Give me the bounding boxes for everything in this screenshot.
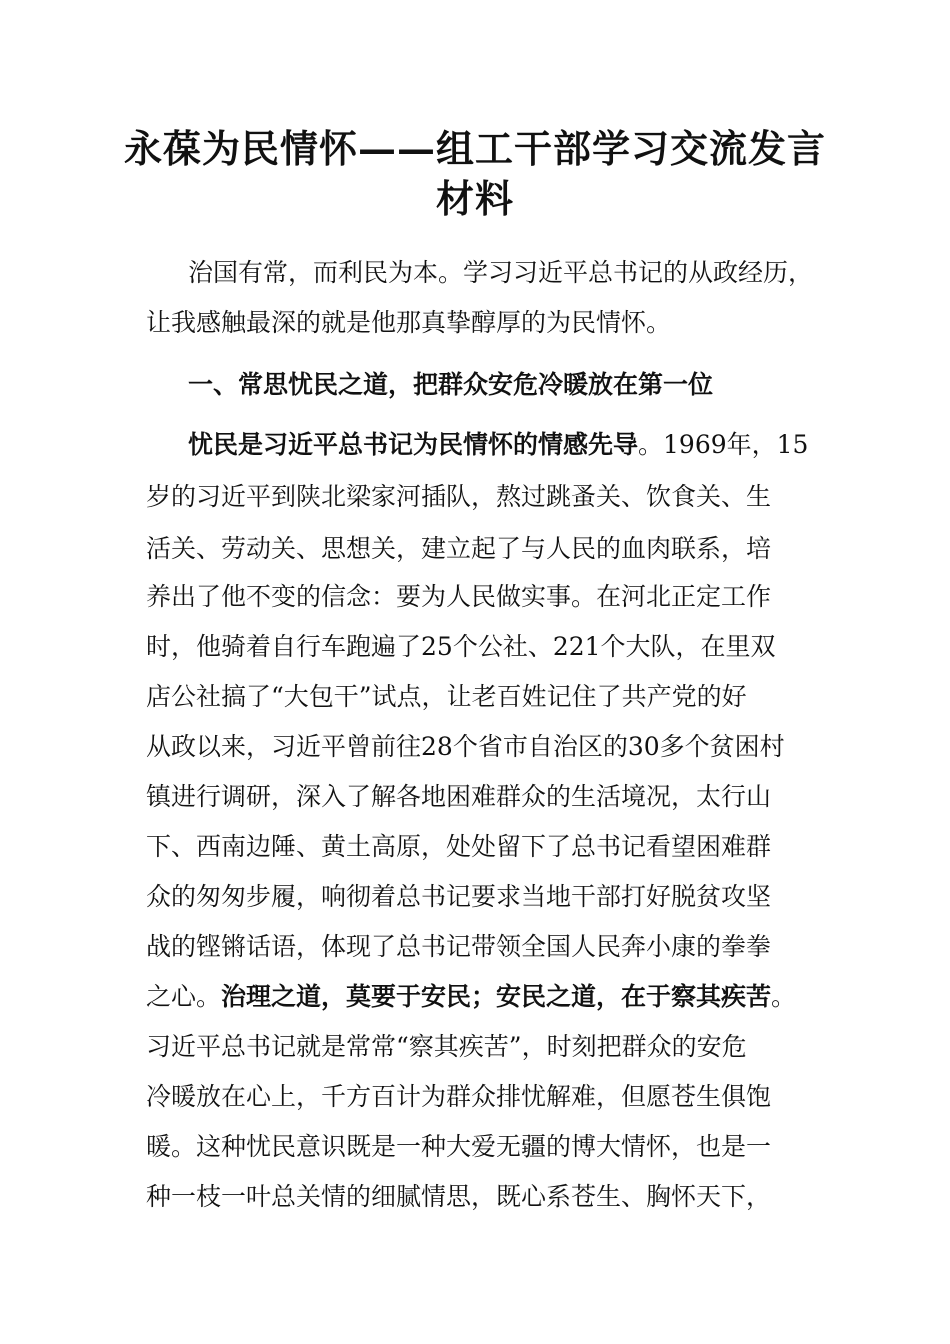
document-title-line-2: 材料 — [435, 176, 514, 221]
paragraph-line: 种一枝一叶总关情的细腻情思，既心系苍生、胸怀天下， — [146, 1182, 772, 1211]
paragraph-line: 下、西南边陲、黄土高原，处处留下了总书记看望困难群 — [146, 832, 772, 861]
paragraph-quote-bold: 治理之道，莫要于安民；安民之道，在于察其疾苦 — [221, 982, 772, 1011]
paragraph-line: 岁的习近平到陕北梁家河插队，熬过跳蚤关、饮食关、生 — [146, 482, 772, 511]
paragraph-line — [146, 980, 796, 1014]
paragraph-line: 冷暖放在心上，千方百计为群众排忧解难，但愿苍生俱饱 — [146, 1082, 772, 1111]
paragraph-line — [188, 428, 808, 462]
paragraph-line: 店公社搞了“大包干”试点，让老百姓记住了共产党的好 — [146, 682, 747, 711]
paragraph-line: 战的铿锵话语，体现了总书记带领全国人民奔小康的拳拳 — [146, 932, 772, 961]
paragraph-line-rest: 。1969年，15 — [638, 430, 809, 459]
paragraph-lead-bold: 忧民是习近平总书记为民情怀的情感先导 — [188, 430, 639, 459]
section-heading: 一、常思忧民之道，把群众安危冷暖放在第一位 — [188, 370, 714, 399]
paragraph-line-start: 之心。 — [146, 982, 222, 1011]
paragraph-line-end: 。 — [771, 982, 797, 1011]
intro-line-1: 治国有常，而利民为本。学习习近平总书记的从政经历， — [188, 258, 814, 287]
paragraph-line: 从政以来，习近平曾前往28个省市自治区的30多个贫困村 — [146, 732, 785, 761]
intro-line-2: 让我感触最深的就是他那真挚醇厚的为民情怀。 — [146, 308, 672, 337]
paragraph-line: 暖。这种忧民意识既是一种大爱无疆的博大情怀，也是一 — [146, 1132, 772, 1161]
paragraph-line: 养出了他不变的信念：要为人民做实事。在河北正定工作 — [146, 582, 772, 611]
paragraph-line: 习近平总书记就是常常“察其疾苦”，时刻把群众的安危 — [146, 1032, 747, 1061]
paragraph-line: 镇进行调研，深入了解各地困难群众的生活境况，太行山 — [146, 782, 772, 811]
paragraph-line: 众的匆匆步履，响彻着总书记要求当地干部打好脱贫攻坚 — [146, 882, 772, 911]
paragraph-line: 活关、劳动关、思想关，建立起了与人民的血肉联系，培 — [146, 534, 772, 563]
document-title-line-1: 永葆为民情怀——组工干部学习交流发言 — [123, 126, 826, 171]
paragraph-line: 时，他骑着自行车跑遍了25个公社、221个大队，在里双 — [146, 632, 776, 661]
